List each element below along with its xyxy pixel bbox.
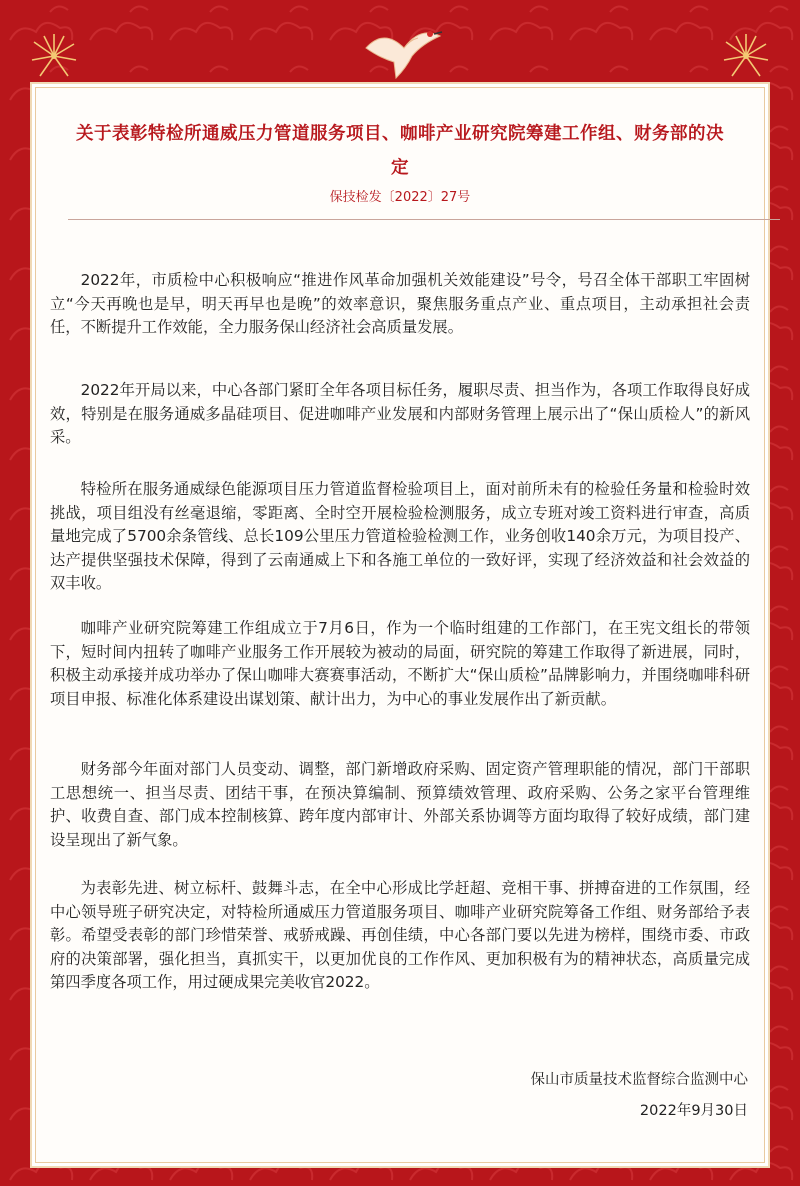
document-title: 关于表彰特检所通威压力管道服务项目、咖啡产业研究院筹建工作组、财务部的决定 (76, 124, 724, 178)
paragraph-2: 2022年开局以来，中心各部门紧盯全年各项目标任务，履职尽责、担当作为，各项工作取得良好成效，特别是在服务通威多晶硅项目、促进咖啡产业发展和内部财务管理上展示出了“保山质检人”的新风采。 (50, 381, 750, 446)
paragraph-5: 财务部今年面对部门人员变动、调整，部门新增政府采购、固定资产管理职能的情况，部门干部职工思想统一、担当尽责、团结干事，在预决算编制、预算绩效管理、政府采购、公务之家平台管理维护、收费自查、部门成本控制核算、跨年度内部审计、外部关系协调等方面均取得了较好成绩，部门建设呈现出了新气象。 (50, 760, 750, 849)
crane-icon (360, 18, 444, 84)
signature-organization: 保山市质量技术监督综合监测中心 (530, 1072, 748, 1088)
firework-icon (716, 30, 776, 82)
paragraph-1: 2022年，市质检中心积极响应“推进作风革命加强机关效能建设”号令，号召全体干部职工牢固树立“今天再晚也是早，明天再早也是晚”的效率意识，聚焦服务重点产业、重点项目，主动承担社会责任，不断提升工作效能，全力服务保山经济社会高质量发展。 (50, 271, 750, 336)
document-number: 保技检发〔2022〕27号 (329, 190, 471, 205)
signature-date: 2022年9月30日 (639, 1103, 748, 1119)
firework-icon (24, 30, 84, 82)
paragraph-6: 为表彰先进、树立标杆、鼓舞斗志，在全中心形成比学赶超、竞相干事、拼搏奋进的工作氛围，经中心领导班子研究决定，对特检所通威压力管道服务项目、咖啡产业研究院筹备工作组、财务部给予表彰。希望受表彰的部门珍惜荣誉、戒骄戒躁、再创佳绩，中心各部门要以先进为榜样，围绕市委、市政府的决策部署，强化担当，真抓实干，以更加优良的工作作风、更加积极有为的精神状态，高质量完成第四季度各项工作，用过硬成果完美收官2022。 (50, 879, 750, 991)
paragraph-4: 咖啡产业研究院筹建工作组成立于7月6日，作为一个临时组建的工作部门，在王宪文组长的带领下，短时间内扭转了咖啡产业服务工作开展较为被动的局面，研究院的筹建工作取得了新进展，同时，积极主动承接并成功举办了保山咖啡大赛赛事活动，不断扩大“保山质检”品牌影响力，并围绕咖啡科研项目申报、标准化体系建设出谋划策、献计出力，为中心的事业发展作出了新贡献。 (50, 619, 750, 708)
title-divider (68, 219, 780, 220)
paragraph-3: 特检所在服务通威绿色能源项目压力管道监督检验项目上，面对前所未有的检验任务量和检验时效挑战，项目组没有丝毫退缩，零距离、全时空开展检验检测服务，成立专班对竣工资料进行审查，高质量地完成了5700余条管线、总长109公里压力管道检验检测工作，业务创收140余万元，为项目投产、达产提供坚强技术保障，得到了云南通威上下和各施工单位的一致好评，实现了经济效益和社会效益的双丰收。 (50, 480, 750, 592)
